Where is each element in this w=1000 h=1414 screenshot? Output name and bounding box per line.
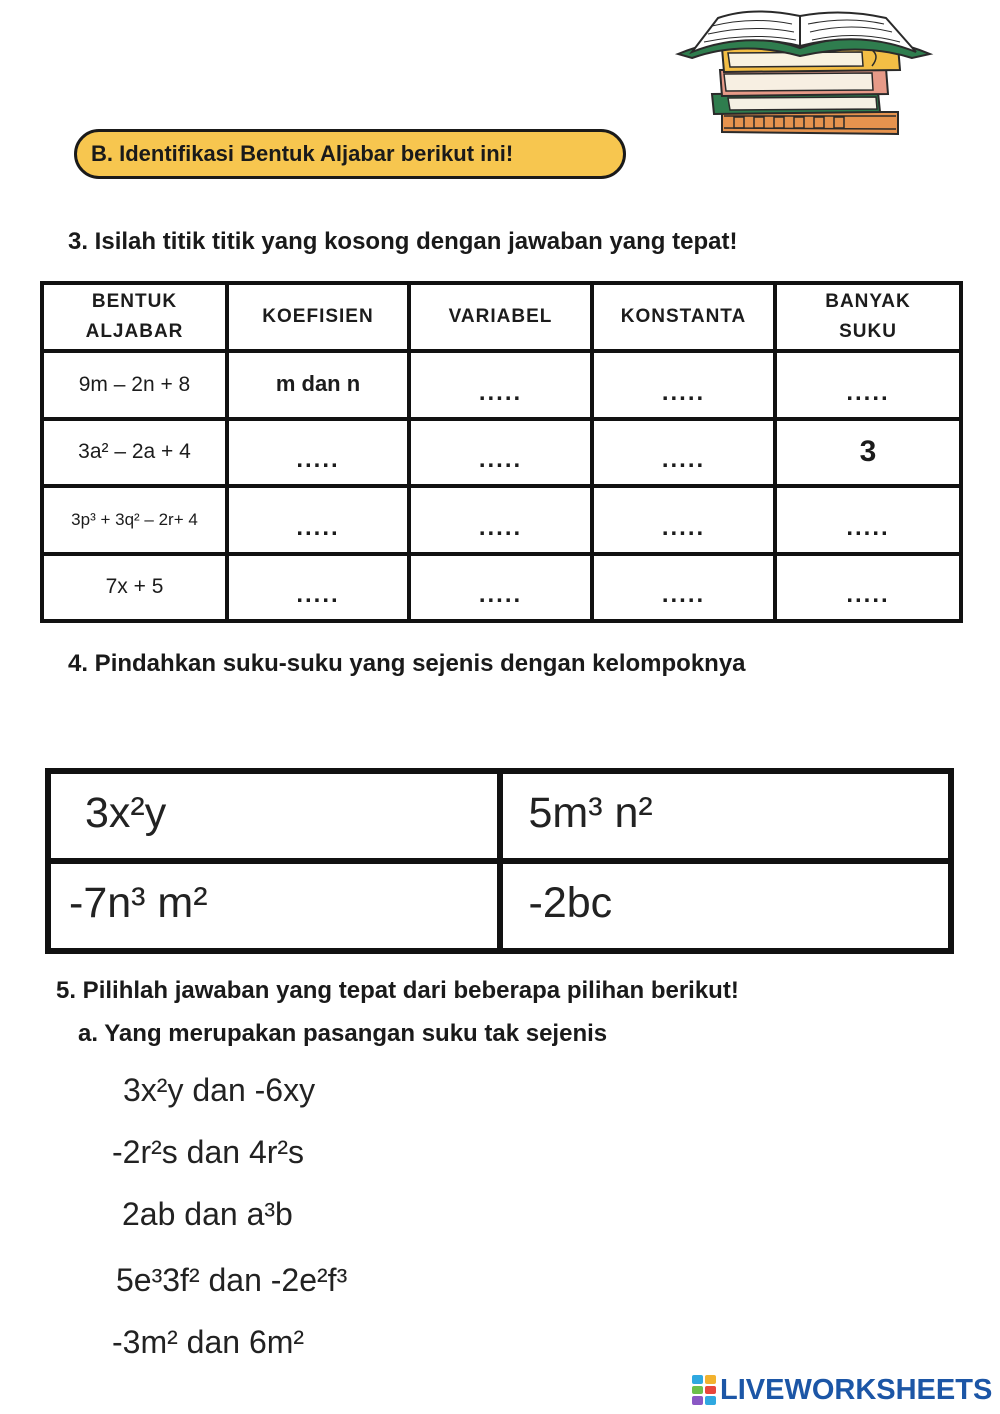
algebra-form: 3p³ + 3q² – 2r+ 4 bbox=[42, 486, 227, 554]
question-5-prompt: 5. Pilihlah jawaban yang tepat dari beberapa pilihan berikut! bbox=[56, 977, 739, 1004]
blank-cell[interactable]: ..... bbox=[409, 351, 592, 419]
blank-cell[interactable]: ..... bbox=[409, 419, 592, 487]
term-row bbox=[48, 771, 951, 861]
blank-cell[interactable]: ..... bbox=[775, 351, 961, 419]
table-row bbox=[42, 419, 961, 487]
blank-cell[interactable]: ..... bbox=[227, 419, 409, 487]
header-banyak-suku: BANYAK SUKU bbox=[775, 283, 961, 351]
term-grid bbox=[45, 768, 954, 954]
blank-cell[interactable]: ..... bbox=[227, 486, 409, 554]
table-row bbox=[42, 351, 961, 419]
liveworksheets-logo bbox=[692, 1373, 992, 1407]
option-5[interactable]: -3m² dan 6m² bbox=[112, 1324, 305, 1360]
blank-cell[interactable]: ..... bbox=[775, 554, 961, 622]
blank-cell[interactable]: ..... bbox=[409, 486, 592, 554]
algebra-form: 9m – 2n + 8 bbox=[42, 351, 227, 419]
blank-cell[interactable]: ..... bbox=[409, 554, 592, 622]
blank-cell[interactable]: ..... bbox=[592, 554, 775, 622]
draggable-term[interactable]: -7n³ m² bbox=[48, 861, 500, 951]
blank-cell[interactable]: ..... bbox=[592, 419, 775, 487]
blank-cell[interactable]: ..... bbox=[227, 554, 409, 622]
question-3-prompt: 3. Isilah titik titik yang kosong dengan jawaban yang tepat! bbox=[68, 228, 738, 255]
algebra-form: 3a² – 2a + 4 bbox=[42, 419, 227, 487]
question-5a-prompt: a. Yang merupakan pasangan suku tak sejenis bbox=[78, 1020, 608, 1047]
table-header-row bbox=[42, 283, 961, 351]
table-row bbox=[42, 554, 961, 622]
algebra-form: 7x + 5 bbox=[42, 554, 227, 622]
logo-text: LIVEWORKSHEETS bbox=[720, 1373, 993, 1406]
answer-cell: 3 bbox=[775, 419, 961, 487]
table-row bbox=[42, 486, 961, 554]
term-row bbox=[48, 861, 951, 951]
draggable-term[interactable]: -2bc bbox=[500, 861, 952, 951]
option-1[interactable]: 3x²y dan -6xy bbox=[123, 1072, 316, 1108]
draggable-term[interactable]: 5m³ n² bbox=[500, 771, 952, 861]
header-bentuk-aljabar: BENTUK ALJABAR bbox=[42, 283, 227, 351]
section-badge: B. Identifikasi Bentuk Aljabar berikut ini! bbox=[74, 129, 626, 179]
blank-cell[interactable]: ..... bbox=[592, 486, 775, 554]
option-4[interactable]: 5e³3f² dan -2e²f³ bbox=[116, 1262, 348, 1298]
header-koefisien: KOEFISIEN bbox=[227, 283, 409, 351]
books-illustration bbox=[672, 8, 934, 148]
header-konstanta: KONSTANTA bbox=[592, 283, 775, 351]
question-4-prompt: 4. Pindahkan suku-suku yang sejenis dengan kelompoknya bbox=[68, 650, 746, 677]
draggable-term[interactable]: 3x²y bbox=[48, 771, 500, 861]
blank-cell[interactable]: ..... bbox=[775, 486, 961, 554]
answer-cell: m dan n bbox=[227, 351, 409, 419]
blank-cell[interactable]: ..... bbox=[592, 351, 775, 419]
option-2[interactable]: -2r²s dan 4r²s bbox=[112, 1134, 305, 1170]
header-variabel: VARIABEL bbox=[409, 283, 592, 351]
logo-icon bbox=[692, 1375, 716, 1405]
option-3[interactable]: 2ab dan a³b bbox=[122, 1196, 293, 1232]
algebra-table bbox=[40, 281, 963, 623]
